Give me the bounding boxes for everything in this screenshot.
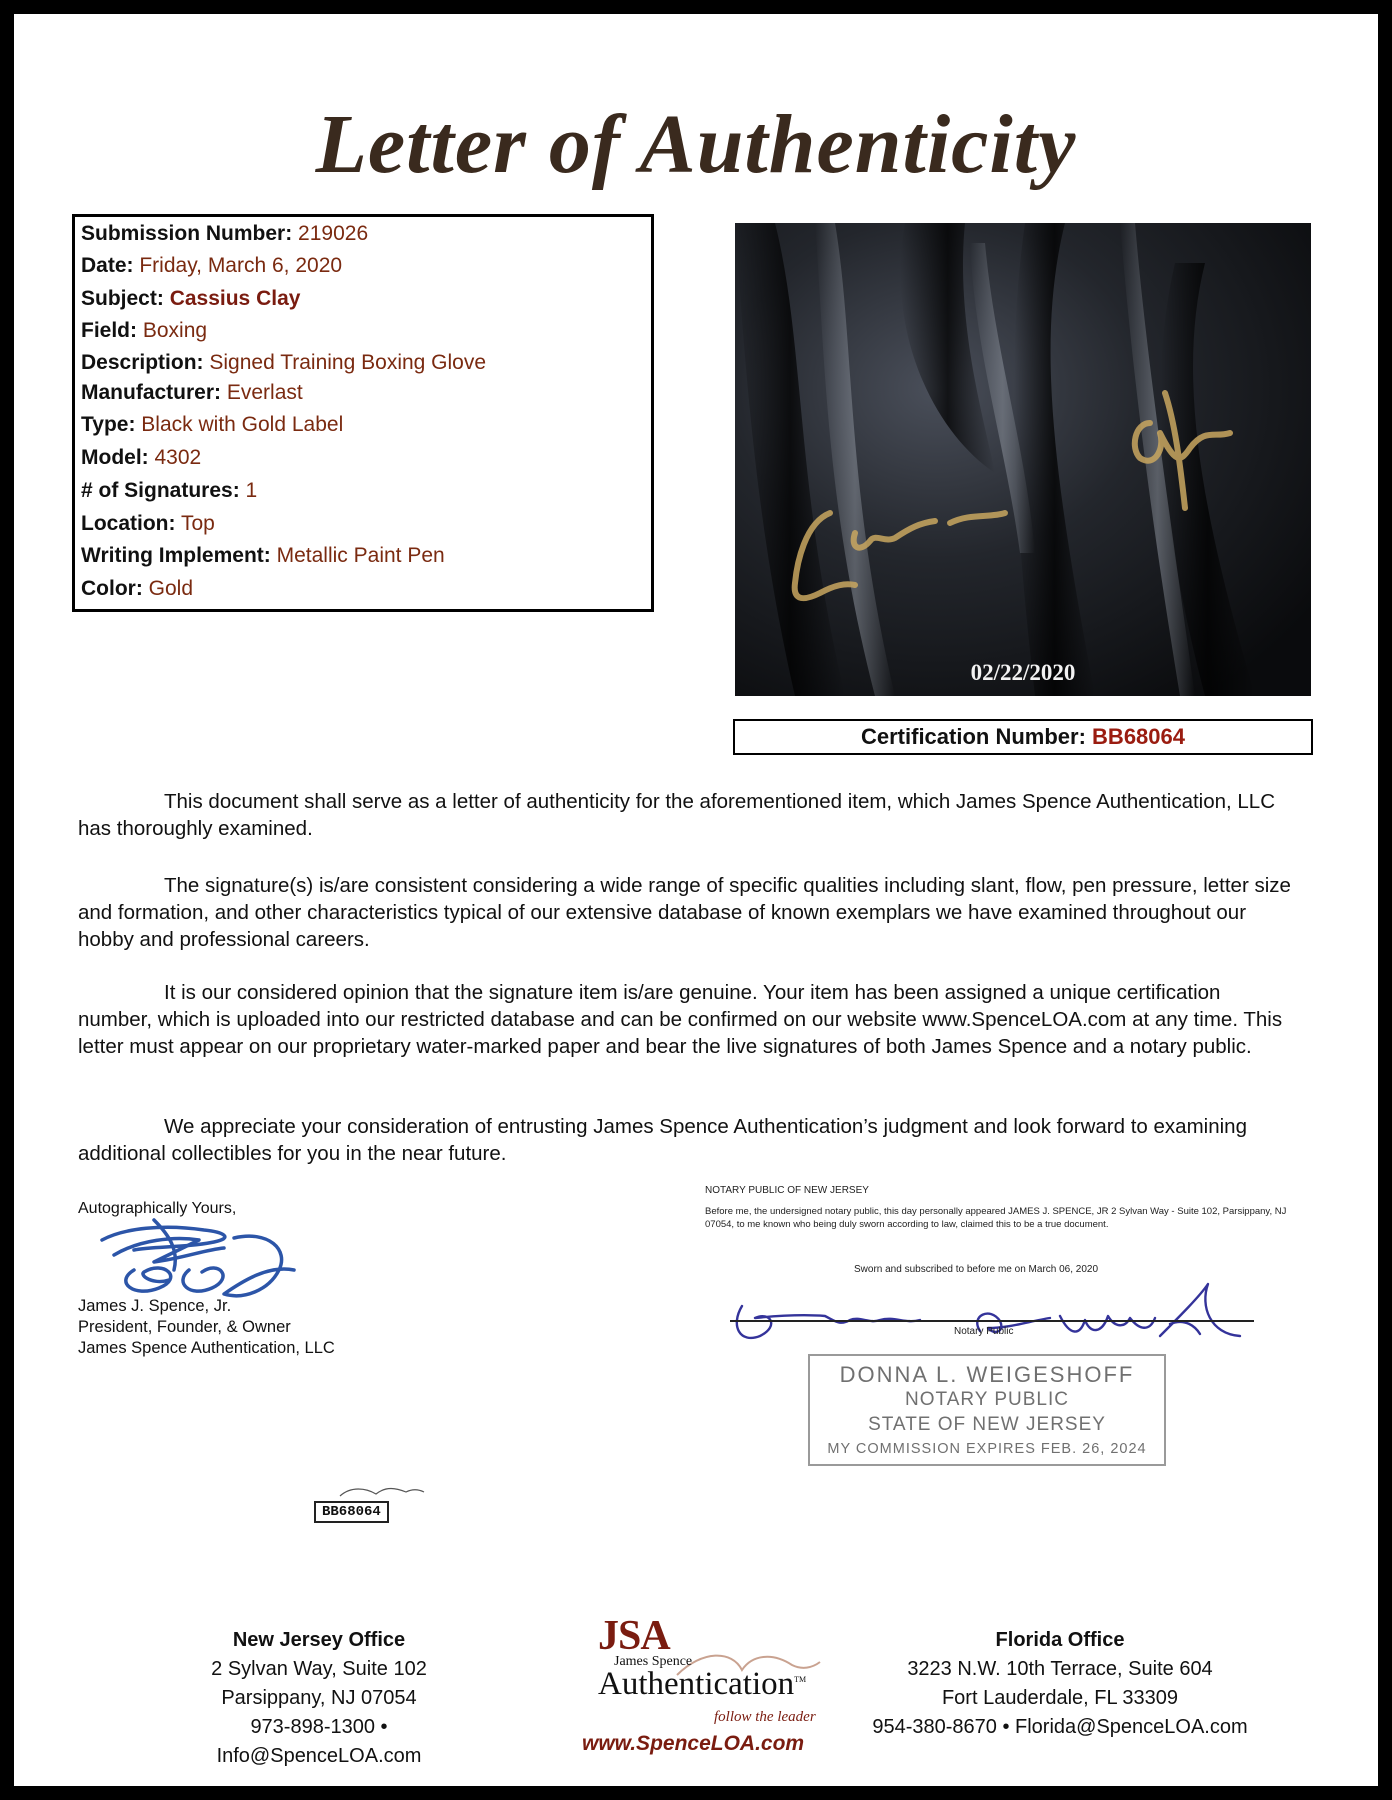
signer-name: James J. Spence, Jr. xyxy=(78,1297,232,1315)
florida-office: Florida Office 3223 N.W. 10th Terrace, Suite 604 Fort Lauderdale, FL 33309 954-380-8670 • Florida@SpenceLOA.com xyxy=(860,1626,1260,1742)
item-details-box xyxy=(72,214,654,612)
letter-page xyxy=(14,14,1378,1786)
glove-image xyxy=(735,223,1311,696)
notary-stamp-expiry: MY COMMISSION EXPIRES FEB. 26, 2024 xyxy=(827,1441,1147,1457)
paragraph-4: We appreciate your consideration of entrusting James Spence Authentication’s judgment and look forward to examining additional collectibles for you in the near future. xyxy=(78,1115,1247,1165)
notary-text: Before me, the undersigned notary public, this day personally appeared JAMES J. SPENCE, JR 2 Sylvan Way - Suite 102, Parsippany, NJ 07054, to me known who being duly sworn according to law, claimed this to be a true document. xyxy=(705,1206,1287,1230)
detail-row-writing-implement: Writing Implement: Metallic Paint Pen xyxy=(81,544,445,567)
signer-block xyxy=(78,1296,335,1359)
detail-row-signatures: # of Signatures: 1 xyxy=(81,479,258,502)
logo-authentication: Authentication™ xyxy=(598,1666,807,1702)
logo-website: www.SpenceLOA.com xyxy=(582,1732,805,1755)
notary-line-label: Notary Public xyxy=(954,1326,1014,1337)
notary-sworn-date: Sworn and subscribed to before me on March 06, 2020 xyxy=(854,1264,1099,1275)
paragraph-1: This document shall serve as a letter of authenticity for the aforementioned item, which James Spence Authentication, LLC has thoroughly examined. xyxy=(78,790,1276,840)
detail-row-subject: Subject: Cassius Clay xyxy=(81,287,301,310)
detail-row-type: Type: Black with Gold Label xyxy=(81,413,344,436)
item-photo xyxy=(735,223,1311,696)
detail-row-submission: Submission Number: 219026 xyxy=(81,222,369,245)
fl-office-heading: Florida Office xyxy=(995,1629,1125,1651)
logo-jsa: JSA xyxy=(598,1613,670,1659)
logo-james-spence: James Spence xyxy=(614,1654,693,1669)
detail-row-color: Color: Gold xyxy=(81,577,194,600)
notary-stamp xyxy=(808,1354,1166,1466)
detail-row-manufacturer: Manufacturer: Everlast xyxy=(81,381,303,404)
closing-salutation: Autographically Yours, xyxy=(78,1200,237,1217)
logo-tagline: follow the leader xyxy=(714,1709,816,1725)
new-jersey-office: New Jersey Office 2 Sylvan Way, Suite 102 Parsippany, NJ 07054 973-898-1300 • Info@SpenceLOA.com xyxy=(154,1626,484,1771)
notary-signature xyxy=(730,1276,1250,1356)
photo-date-stamp: 02/22/2020 xyxy=(970,660,1076,685)
james-spence-signature xyxy=(94,1210,304,1302)
signer-title: President, Founder, & Owner xyxy=(78,1318,291,1336)
paragraph-3: It is our considered opinion that the signature item is/are genuine. Your item has been assigned a unique certification number, which is uploaded into our restricted database and can be confirmed on our website www.SpenceLOA.com at any time. This letter must appear on our proprietary water-marked paper and bear the live signatures of both James Spence and a notary public. xyxy=(78,981,1283,1058)
notary-heading: NOTARY PUBLIC OF NEW JERSEY xyxy=(705,1185,869,1196)
paragraph-2: The signature(s) is/are consistent considering a wide range of specific qualities including slant, flow, pen pressure, letter size and formation, and other characteristics typical of our extensive database of known exemplars we have examined throughout our hobby and professional careers. xyxy=(78,874,1291,951)
certification-number: BB68064 xyxy=(1092,724,1185,749)
detail-row-field: Field: Boxing xyxy=(81,319,208,342)
jsa-logo xyxy=(562,1612,854,1758)
detail-row-date: Date: Friday, March 6, 2020 xyxy=(81,254,343,277)
notary-stamp-name: DONNA L. WEIGESHOFF xyxy=(839,1362,1135,1387)
nj-office-heading: New Jersey Office xyxy=(232,1629,406,1651)
detail-row-location: Location: Top xyxy=(81,512,215,535)
detail-row-model: Model: 4302 xyxy=(81,446,202,469)
notary-stamp-title: NOTARY PUBLIC xyxy=(905,1389,1069,1410)
certification-number-box: Certification Number: BB68064 xyxy=(733,719,1313,755)
mini-signature xyxy=(336,1482,426,1502)
notary-stamp-state: STATE OF NEW JERSEY xyxy=(868,1414,1106,1435)
page-title: Letter of Authenticity xyxy=(315,98,1077,191)
detail-row-description: Description: Signed Training Boxing Glove xyxy=(81,351,487,374)
mini-cert-tag: BB68064 xyxy=(314,1501,389,1523)
signer-company: James Spence Authentication, LLC xyxy=(78,1339,335,1357)
notary-signature-line xyxy=(730,1320,1254,1322)
